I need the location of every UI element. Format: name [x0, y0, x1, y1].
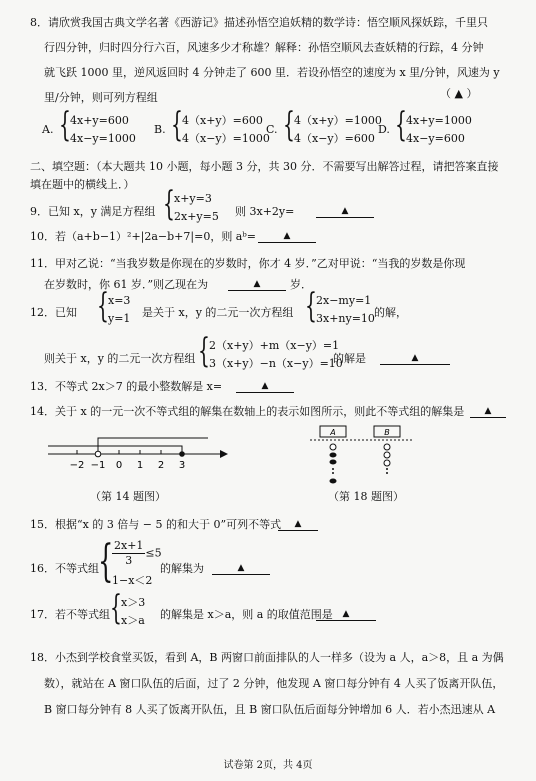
q15-answer-blank: ▲ — [278, 519, 318, 531]
figure18-caption: （第 18 题图） — [328, 490, 404, 503]
tick-label: 1 — [136, 460, 144, 471]
q12-answer-blank: ▲ — [380, 353, 450, 365]
q14-answer-blank: ▲ — [470, 406, 506, 418]
section2-line1: 二、填空题：（本大题共 10 小题，每小题 3 分，共 30 分．不需要写出解答过程，请把答案直接 — [30, 160, 499, 173]
q8-line3: 就飞跃 1000 里，逆风返回时 4 分钟走了 600 里．若设孙悟空的速度为 x 里/分钟，风速为 y — [44, 66, 500, 79]
q8-line4: 里/分钟，则可列方程组 — [44, 91, 158, 104]
figure14-caption: （第 14 题图） — [90, 490, 166, 503]
page-footer: 试卷第 2页，共 4页 — [223, 760, 313, 771]
q17-answer-blank: ▲ — [316, 609, 376, 621]
q18-line1: 18．小杰到学校食堂买饭，看到 A，B 两窗口前面排队的人一样多（设为 a 人，a＞8，且 a 为偶 — [30, 651, 504, 664]
tick-label: 2 — [157, 460, 165, 471]
tick-label: 0 — [115, 460, 123, 471]
figure18-queues — [310, 424, 420, 490]
window-a-label: A — [330, 428, 336, 437]
q10-answer-blank: ▲ — [258, 231, 316, 243]
q8-line2: 行四分钟，归时四分行六百，风速多少才称雄？解释：孙悟空顺风去查妖精的行踪，4 分钟 — [44, 41, 484, 54]
q16-answer-blank: ▲ — [212, 563, 270, 575]
q8-line1: 8．请欣赏我国古典文学名著《西游记》描述孙悟空追妖精的数学诗：悟空顺风探妖踪，千里只 — [30, 16, 488, 29]
q11-answer-blank: ▲ — [228, 279, 286, 291]
tick-label: 3 — [178, 460, 186, 471]
q18-line2: 数），就站在 A 窗口队伍的后面，过了 2 分钟，他发现 A 窗口每分钟有 4 人买了饭离开队伍， — [44, 677, 504, 690]
q18-line3: B 窗口每分钟有 8 人买了饭离开队伍，且 B 窗口队伍后面每分钟增加 6 人．若小杰迅速从 A — [44, 703, 496, 716]
section2-line2: 填在题中的横线上．） — [30, 178, 135, 191]
window-b-label: B — [384, 428, 390, 437]
figure14-number-line — [44, 424, 234, 482]
q8-answer-slot: （ ▲ ） — [440, 87, 478, 100]
q9-answer-blank: ▲ — [316, 206, 374, 218]
tick-label: −2 — [69, 460, 85, 471]
q13-answer-blank: ▲ — [236, 381, 294, 393]
tick-label: −1 — [90, 460, 106, 471]
